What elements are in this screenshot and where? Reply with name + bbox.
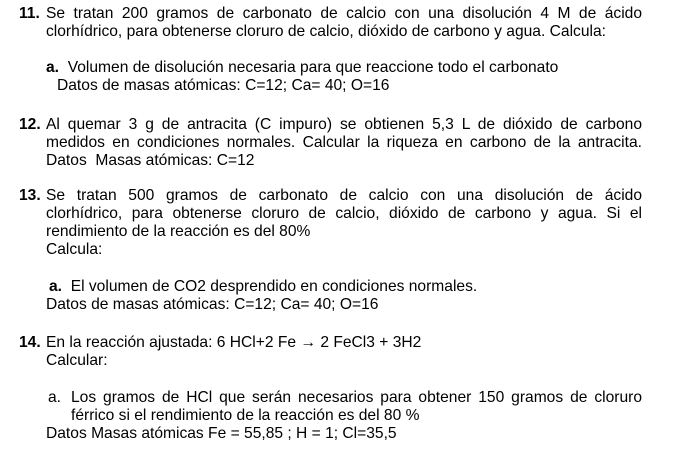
- problem-text-line: rendimiento de la reacción es del 80%: [46, 223, 311, 240]
- problem-number: 11.: [19, 5, 40, 22]
- item-text-line: Los gramos de HCl que serán necesarios para obtener 150 gramos de cloruro: [71, 389, 642, 406]
- problem-number: 14.: [19, 334, 41, 351]
- atomic-masses-data: Datos Masas atómicas Fe = 55,85 ; H = 1; Cl=35,5: [46, 425, 397, 442]
- item-text: Volumen de disolución necesaria para que reaccione todo el carbonato: [67, 59, 559, 76]
- sub-question-a: [46, 59, 558, 77]
- problem-text-line: Calcular:: [46, 352, 108, 369]
- item-letter: a.: [48, 389, 62, 406]
- problem-text-line: clorhídrico, para obtenerse cloruro de calcio, dióxido de carbono y agua. Calcula:: [46, 23, 606, 40]
- problem-text-line: Se tratan 200 gramos de carbonato de calcio con una disolución 4 M de ácido: [46, 5, 642, 22]
- atomic-masses-data: Datos de masas atómicas: C=12; Ca= 40; O=16: [57, 77, 390, 94]
- problem-number: 13.: [19, 187, 41, 204]
- problem-text-line: clorhídrico, para obtenerse cloruro de calcio, dióxido de carbono y agua. Si el: [46, 205, 642, 222]
- problem-text-line: Calcula:: [46, 241, 103, 258]
- item-letter: a.: [49, 278, 63, 295]
- problem-text-line: Al quemar 3 g de antracita (C impuro) se obtienen 5,3 L de dióxido de carbono: [46, 116, 642, 133]
- problem-text-line: Se tratan 500 gramos de carbonato de calcio con una disolución de ácido: [46, 187, 642, 204]
- sub-question-a: [49, 278, 477, 296]
- problem-number: 12.: [19, 116, 41, 133]
- problem-text-line: medidos en condiciones normales. Calcular la riqueza en carbono de la antracita.: [46, 134, 642, 151]
- reaction-equation: En la reacción ajustada: 6 HCl+2 Fe → 2 FeCl3 + 3H2: [46, 334, 422, 351]
- item-text: El volumen de CO2 desprendido en condiciones normales.: [70, 278, 478, 295]
- item-text-line: férrico si el rendimiento de la reacción es del 80 %: [71, 407, 420, 424]
- atomic-masses-data: Datos de masas atómicas: C=12; Ca= 40; O=16: [46, 296, 379, 313]
- atomic-masses-data: Datos Masas atómicas: C=12: [46, 152, 255, 169]
- item-letter: a.: [46, 59, 60, 76]
